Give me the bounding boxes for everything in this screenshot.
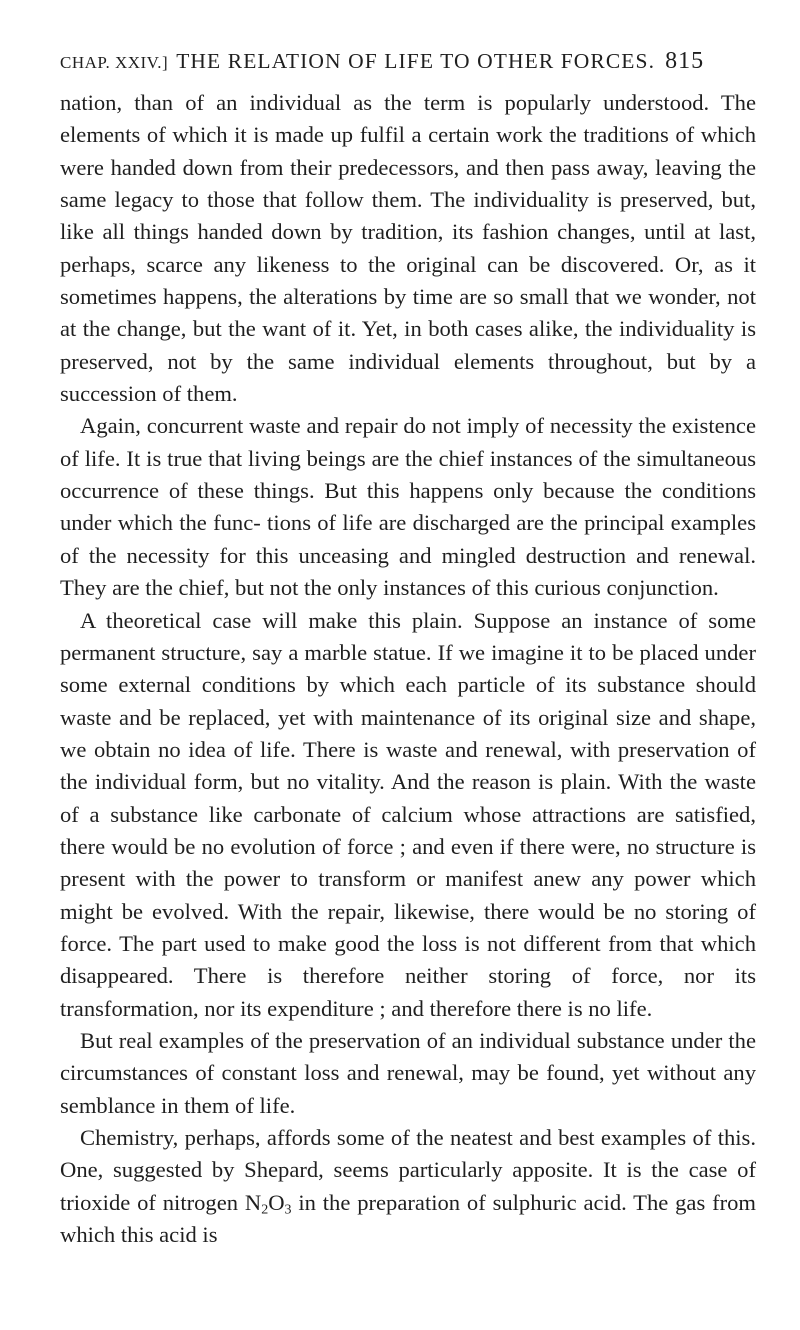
paragraph-last	[60, 1122, 756, 1251]
paragraph: A theoretical case will make this plain. Suppose an instance of some permanent structure, say a marble statue. If we imagine it to be placed under some external conditions by which each particle of its substance should waste and be replaced, yet with maintenance of its original size and shape, we obtain no idea of life. There is waste and renewal, with preservation of the individual form, but no vitality. And the reason is plain. With the waste of a substance like carbonate of calcium whose attractions are satisfied, there would be no evolution of force ; and even if there were, no structure is present with the power to transform or manifest anew any power which might be evolved. With the repair, likewise, there would be no storing of force. The part used to make good the loss is not different from that which disappeared. There is therefore neither storing of force, nor its transformation, nor its expenditure ; and therefore there is no life.	[60, 607, 756, 1021]
running-head	[60, 48, 756, 82]
page-number: 815	[665, 48, 705, 74]
chapter-label: CHAP. XXIV.]	[60, 53, 169, 72]
body-text	[60, 87, 756, 1251]
paragraph-continued: nation, than of an individual as the term is popularly understood. The elements of which it is made up fulfil a certain work the traditions of which were handed down from their predecessors, and then pass away, leaving the same legacy to those that follow them. The individuality is preserved, but, like all things handed down by tradition, its fashion changes, until at last, perhaps, scarce any likeness to the original can be discovered. Or, as it sometimes happens, the alterations by time are so small that we wonder, not at the change, but the want of it. Yet, in both cases alike, the individuality is preserved, not by the same individual elements throughout, but by a succession of them.	[60, 90, 756, 407]
chemical-formula: $N_2O_3$	[244, 1189, 292, 1218]
paragraph: Again, concurrent waste and repair do not imply of necessity the existence of life. It is true that living beings are the chief instances of the simultaneous occurrence of these things. But this happens only because the conditions under which the func- tions of life are discharged are the principal examples of the necessity for this unceasing and mingled destruction and renewal. They are the chief, but not the only instances of this curious conjunction.	[60, 413, 756, 601]
running-title: THE RELATION OF LIFE TO OTHER FORCES.	[176, 49, 656, 73]
text-before-formula: Chemistry, perhaps, affords some of the neatest and best examples of this. One, suggested by Shepard, seems particularly apposite. It is the case of trioxide of nitrogen	[60, 1125, 756, 1215]
paragraph: But real examples of the preservation of an individual substance under the circumstances of constant loss and renewal, may be found, yet without any semblance in them of life.	[60, 1027, 756, 1118]
text-after-formula: in the preparation of sulphuric acid. The gas from which this acid is	[60, 1189, 757, 1248]
